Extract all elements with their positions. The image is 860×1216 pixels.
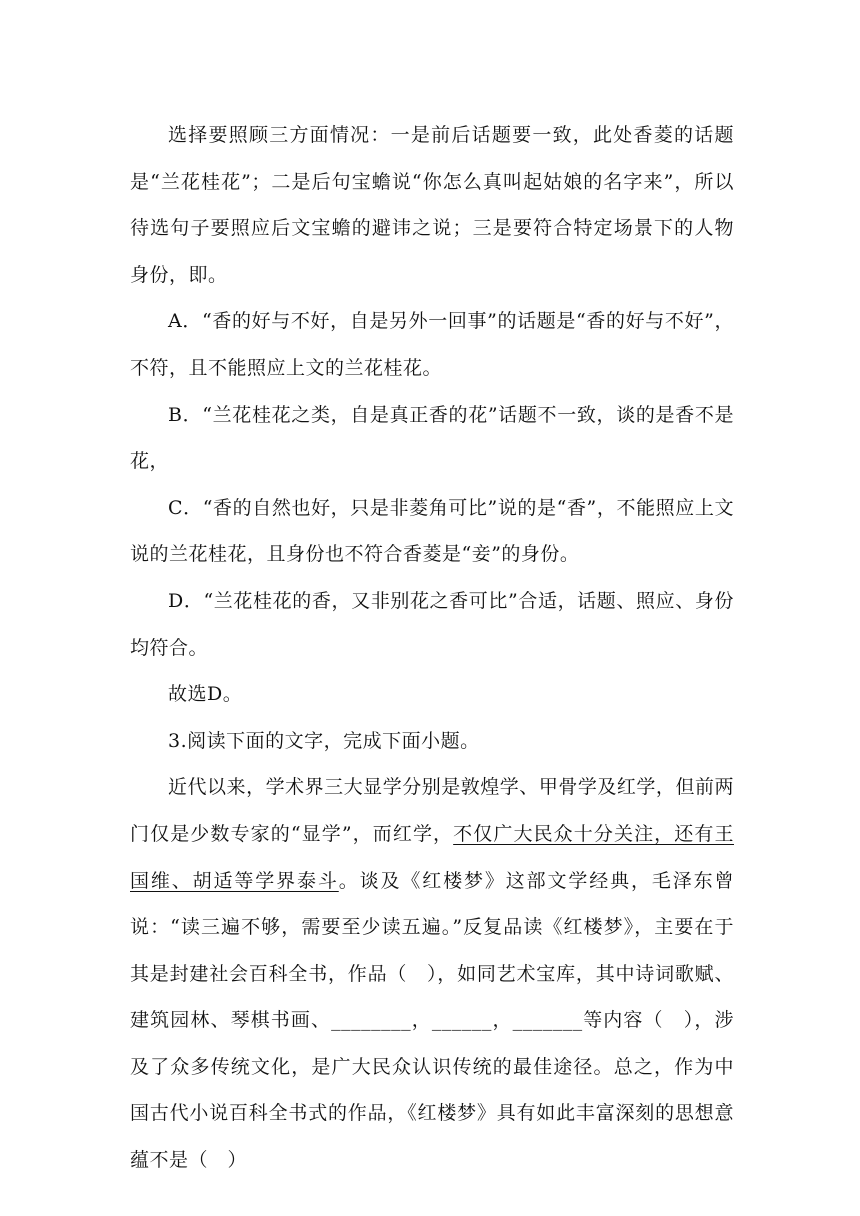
passage-underlined-text: 不仅广大民众十分关注，还有王国维、胡适等学界泰斗 bbox=[130, 822, 734, 892]
passage-text-before: 近代以来，学术界三大显学分别是敦煌学、甲骨学及红学，但前两门仅是少数专家的“显学”，而红学， bbox=[130, 776, 734, 845]
option-b-explanation: B．“兰花桂花之类，自是真正香的花”话题不一致，谈的是香不是花， bbox=[130, 403, 734, 473]
option-a-explanation: A．“香的好与不好，自是另外一回事”的话题是“香的好与不好”，不符，且不能照应上文的兰花桂花。 bbox=[130, 310, 734, 379]
reading-passage bbox=[130, 764, 734, 1183]
option-d-explanation: D．“兰花桂花的香，又非别花之香可比”合适，话题、照应、身份均符合。 bbox=[130, 589, 734, 659]
passage-text-after: 。谈及《红楼梦》这部文学经典，毛泽东曾说：“读三遍不够，需要至少读五遍。”反复品读《红楼梦》，主要在于其是封建社会百科全书，作品（ ），如同艺术宝库，其中诗词歌赋、建筑园林、琴棋书画、________，______，_______等内容（ ），涉及了众多传统文化，是广大民众认识传统的最佳途径。总之，作为中国古代小说百科全书式的作品，《红楼梦》具有如此丰富深刻的思想意蕴不是（ ） bbox=[130, 869, 734, 1172]
analysis-paragraph: 选择要照顾三方面情况：一是前后话题要一致，此处香菱的话题是“兰花桂花”；二是后句宝蟾说“你怎么真叫起姑娘的名字来”，所以待选句子要照应后文宝蟾的避讳之说；三是要符合特定场景下的人物身份，即。 bbox=[130, 124, 734, 286]
question-heading: 3.阅读下面的文字，完成下面小题。 bbox=[168, 729, 480, 752]
option-c-explanation: C．“香的自然也好，只是非菱角可比”说的是“香”，不能照应上文说的兰花桂花，且身份也不符合香菱是“妾”的身份。 bbox=[130, 496, 734, 566]
answer-line: 故选D。 bbox=[168, 683, 243, 706]
